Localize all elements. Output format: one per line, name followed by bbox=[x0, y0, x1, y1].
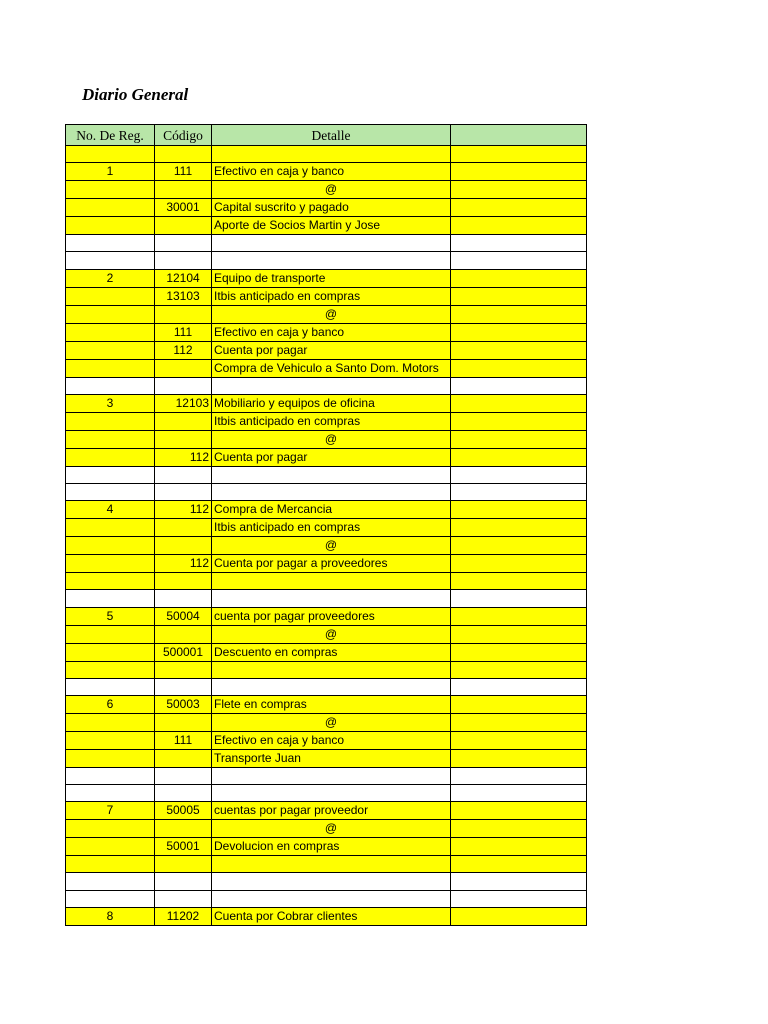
amount-cell bbox=[451, 785, 587, 802]
reg-number-cell bbox=[66, 377, 155, 394]
amount-cell bbox=[451, 573, 587, 590]
account-code-cell bbox=[155, 749, 212, 767]
table-row bbox=[66, 713, 587, 731]
reg-number-cell bbox=[66, 466, 155, 483]
detail-cell: @ bbox=[212, 625, 451, 643]
reg-number-cell bbox=[66, 590, 155, 607]
detail-cell bbox=[212, 873, 451, 890]
amount-cell bbox=[451, 607, 587, 625]
amount-cell bbox=[451, 412, 587, 430]
amount-cell bbox=[451, 749, 587, 767]
amount-cell bbox=[451, 643, 587, 661]
account-code-cell bbox=[155, 890, 212, 907]
table-row bbox=[66, 678, 587, 695]
reg-number-cell bbox=[66, 412, 155, 430]
account-code-cell: 11202 bbox=[155, 907, 212, 925]
account-code-cell: 30001 bbox=[155, 199, 212, 217]
table-row bbox=[66, 590, 587, 607]
detail-cell: Itbis anticipado en compras bbox=[212, 287, 451, 305]
account-code-cell: 112 bbox=[155, 555, 212, 573]
account-code-cell bbox=[155, 785, 212, 802]
reg-number-cell: 6 bbox=[66, 695, 155, 713]
amount-cell bbox=[451, 252, 587, 269]
reg-number-cell bbox=[66, 731, 155, 749]
detail-cell: Itbis anticipado en compras bbox=[212, 519, 451, 537]
reg-number-cell bbox=[66, 767, 155, 784]
account-code-cell: 112 bbox=[155, 448, 212, 466]
account-code-cell: 500001 bbox=[155, 643, 212, 661]
table-row bbox=[66, 802, 587, 820]
table-row bbox=[66, 625, 587, 643]
detail-cell: Efectivo en caja y banco bbox=[212, 163, 451, 181]
table-row bbox=[66, 323, 587, 341]
reg-number-cell bbox=[66, 537, 155, 555]
reg-number-cell bbox=[66, 838, 155, 856]
table-row bbox=[66, 661, 587, 678]
reg-number-cell bbox=[66, 448, 155, 466]
reg-number-cell: 3 bbox=[66, 394, 155, 412]
detail-cell: @ bbox=[212, 713, 451, 731]
reg-number-cell bbox=[66, 359, 155, 377]
amount-cell bbox=[451, 466, 587, 483]
table-row bbox=[66, 573, 587, 590]
reg-number-cell bbox=[66, 678, 155, 695]
amount-cell bbox=[451, 537, 587, 555]
detail-cell: Mobiliario y equipos de oficina bbox=[212, 394, 451, 412]
table-row bbox=[66, 785, 587, 802]
table-row bbox=[66, 873, 587, 890]
reg-number-cell bbox=[66, 785, 155, 802]
reg-number-cell bbox=[66, 430, 155, 448]
reg-number-cell: 1 bbox=[66, 163, 155, 181]
reg-number-cell: 2 bbox=[66, 269, 155, 287]
account-code-cell bbox=[155, 767, 212, 784]
detail-cell: Descuento en compras bbox=[212, 643, 451, 661]
amount-cell bbox=[451, 394, 587, 412]
detail-cell bbox=[212, 573, 451, 590]
detail-cell: Cuenta por Cobrar clientes bbox=[212, 907, 451, 925]
amount-cell bbox=[451, 678, 587, 695]
amount-cell bbox=[451, 661, 587, 678]
table-row bbox=[66, 856, 587, 873]
amount-cell bbox=[451, 305, 587, 323]
detail-cell bbox=[212, 483, 451, 500]
table-row bbox=[66, 235, 587, 252]
detail-cell: cuentas por pagar proveedor bbox=[212, 802, 451, 820]
table-row bbox=[66, 252, 587, 269]
amount-cell bbox=[451, 873, 587, 890]
detail-cell: Efectivo en caja y banco bbox=[212, 323, 451, 341]
account-code-cell bbox=[155, 181, 212, 199]
amount-cell bbox=[451, 802, 587, 820]
account-code-cell bbox=[155, 359, 212, 377]
account-code-cell bbox=[155, 519, 212, 537]
reg-number-cell bbox=[66, 341, 155, 359]
table-row bbox=[66, 394, 587, 412]
amount-cell bbox=[451, 181, 587, 199]
account-code-cell bbox=[155, 217, 212, 235]
table-row bbox=[66, 555, 587, 573]
detail-cell bbox=[212, 590, 451, 607]
amount-cell bbox=[451, 625, 587, 643]
account-code-cell bbox=[155, 252, 212, 269]
amount-cell bbox=[451, 287, 587, 305]
detail-cell: @ bbox=[212, 181, 451, 199]
amount-cell bbox=[451, 555, 587, 573]
amount-cell bbox=[451, 377, 587, 394]
amount-cell bbox=[451, 907, 587, 925]
account-code-cell bbox=[155, 377, 212, 394]
account-code-cell: 12104 bbox=[155, 269, 212, 287]
table-row bbox=[66, 537, 587, 555]
account-code-cell: 12103 bbox=[155, 394, 212, 412]
amount-cell bbox=[451, 323, 587, 341]
reg-number-cell bbox=[66, 305, 155, 323]
detail-cell bbox=[212, 767, 451, 784]
account-code-cell: 50001 bbox=[155, 838, 212, 856]
table-row bbox=[66, 731, 587, 749]
reg-number-cell: 4 bbox=[66, 501, 155, 519]
detail-cell: @ bbox=[212, 537, 451, 555]
amount-cell bbox=[451, 163, 587, 181]
detail-cell: cuenta por pagar proveedores bbox=[212, 607, 451, 625]
detail-cell bbox=[212, 890, 451, 907]
amount-cell bbox=[451, 359, 587, 377]
account-code-cell: 111 bbox=[155, 323, 212, 341]
reg-number-cell bbox=[66, 519, 155, 537]
account-code-cell bbox=[155, 625, 212, 643]
reg-number-cell bbox=[66, 483, 155, 500]
amount-cell bbox=[451, 713, 587, 731]
detail-cell bbox=[212, 785, 451, 802]
amount-cell bbox=[451, 590, 587, 607]
detail-cell: Itbis anticipado en compras bbox=[212, 412, 451, 430]
table-row bbox=[66, 749, 587, 767]
detail-cell: Compra de Vehiculo a Santo Dom. Motors bbox=[212, 359, 451, 377]
reg-number-cell: 7 bbox=[66, 802, 155, 820]
detail-cell: Transporte Juan bbox=[212, 749, 451, 767]
reg-number-cell: 5 bbox=[66, 607, 155, 625]
table-row bbox=[66, 305, 587, 323]
detail-cell: Aporte de Socios Martin y Jose bbox=[212, 217, 451, 235]
reg-number-cell bbox=[66, 749, 155, 767]
reg-number-cell bbox=[66, 217, 155, 235]
reg-number-cell bbox=[66, 323, 155, 341]
amount-cell bbox=[451, 519, 587, 537]
account-code-cell: 112 bbox=[155, 501, 212, 519]
reg-number-cell: 8 bbox=[66, 907, 155, 925]
table-row bbox=[66, 643, 587, 661]
detail-cell: Efectivo en caja y banco bbox=[212, 731, 451, 749]
detail-cell bbox=[212, 235, 451, 252]
reg-number-cell bbox=[66, 287, 155, 305]
amount-cell bbox=[451, 856, 587, 873]
detail-cell: Cuenta por pagar bbox=[212, 341, 451, 359]
reg-number-cell bbox=[66, 890, 155, 907]
table-row bbox=[66, 695, 587, 713]
amount-cell bbox=[451, 217, 587, 235]
account-code-cell: 111 bbox=[155, 163, 212, 181]
detail-cell: @ bbox=[212, 430, 451, 448]
amount-cell bbox=[451, 269, 587, 287]
detail-cell bbox=[212, 252, 451, 269]
table-row bbox=[66, 217, 587, 235]
amount-cell bbox=[451, 501, 587, 519]
header-extra bbox=[451, 125, 587, 146]
detail-cell: Equipo de transporte bbox=[212, 269, 451, 287]
table-row bbox=[66, 359, 587, 377]
table-row bbox=[66, 501, 587, 519]
reg-number-cell bbox=[66, 625, 155, 643]
reg-number-cell bbox=[66, 199, 155, 217]
page-title: Diario General bbox=[82, 85, 189, 104]
reg-number-cell bbox=[66, 235, 155, 252]
reg-number-cell bbox=[66, 661, 155, 678]
account-code-cell: 112 bbox=[155, 341, 212, 359]
amount-cell bbox=[451, 483, 587, 500]
reg-number-cell bbox=[66, 873, 155, 890]
table-row bbox=[66, 483, 587, 500]
table-row bbox=[66, 907, 587, 925]
detail-cell: Flete en compras bbox=[212, 695, 451, 713]
reg-number-cell bbox=[66, 643, 155, 661]
amount-cell bbox=[451, 341, 587, 359]
header-reg: No. De Reg. bbox=[66, 125, 155, 146]
detail-cell bbox=[212, 661, 451, 678]
detail-cell: Compra de Mercancia bbox=[212, 501, 451, 519]
account-code-cell: 50003 bbox=[155, 695, 212, 713]
detail-cell: Cuenta por pagar a proveedores bbox=[212, 555, 451, 573]
table-row bbox=[66, 767, 587, 784]
table-row bbox=[66, 890, 587, 907]
detail-cell: Cuenta por pagar bbox=[212, 448, 451, 466]
table-row bbox=[66, 269, 587, 287]
account-code-cell bbox=[155, 466, 212, 483]
table-row bbox=[66, 181, 587, 199]
table-row bbox=[66, 466, 587, 483]
amount-cell bbox=[451, 235, 587, 252]
amount-cell bbox=[451, 199, 587, 217]
account-code-cell bbox=[155, 873, 212, 890]
account-code-cell: 50005 bbox=[155, 802, 212, 820]
table-row bbox=[66, 519, 587, 537]
amount-cell bbox=[451, 695, 587, 713]
amount-cell bbox=[451, 430, 587, 448]
table-row bbox=[66, 430, 587, 448]
table-row bbox=[66, 341, 587, 359]
detail-cell: Devolucion en compras bbox=[212, 838, 451, 856]
account-code-cell: 50004 bbox=[155, 607, 212, 625]
journal-table bbox=[65, 124, 587, 926]
reg-number-cell bbox=[66, 820, 155, 838]
table-row bbox=[66, 287, 587, 305]
detail-cell: @ bbox=[212, 820, 451, 838]
table-row bbox=[66, 412, 587, 430]
account-code-cell bbox=[155, 483, 212, 500]
reg-number-cell bbox=[66, 713, 155, 731]
account-code-cell bbox=[155, 713, 212, 731]
account-code-cell bbox=[155, 430, 212, 448]
table-row bbox=[66, 838, 587, 856]
detail-cell bbox=[212, 377, 451, 394]
account-code-cell bbox=[155, 235, 212, 252]
reg-number-cell bbox=[66, 856, 155, 873]
table-row bbox=[66, 448, 587, 466]
amount-cell bbox=[451, 146, 587, 163]
header-code: Código bbox=[155, 125, 212, 146]
account-code-cell: 13103 bbox=[155, 287, 212, 305]
table-row bbox=[66, 163, 587, 181]
account-code-cell: 111 bbox=[155, 731, 212, 749]
amount-cell bbox=[451, 838, 587, 856]
amount-cell bbox=[451, 820, 587, 838]
reg-number-cell bbox=[66, 181, 155, 199]
reg-number-cell bbox=[66, 252, 155, 269]
amount-cell bbox=[451, 890, 587, 907]
table-row bbox=[66, 607, 587, 625]
detail-cell bbox=[212, 856, 451, 873]
table-row bbox=[66, 377, 587, 394]
detail-cell bbox=[212, 466, 451, 483]
reg-number-cell bbox=[66, 146, 155, 163]
amount-cell bbox=[451, 448, 587, 466]
account-code-cell bbox=[155, 661, 212, 678]
table-row bbox=[66, 820, 587, 838]
detail-cell bbox=[212, 678, 451, 695]
account-code-cell bbox=[155, 856, 212, 873]
detail-cell: Capital suscrito y pagado bbox=[212, 199, 451, 217]
table-row bbox=[66, 146, 587, 163]
reg-number-cell bbox=[66, 555, 155, 573]
reg-number-cell bbox=[66, 573, 155, 590]
account-code-cell bbox=[155, 537, 212, 555]
amount-cell bbox=[451, 731, 587, 749]
account-code-cell bbox=[155, 678, 212, 695]
account-code-cell bbox=[155, 412, 212, 430]
account-code-cell bbox=[155, 590, 212, 607]
detail-cell bbox=[212, 146, 451, 163]
header-row bbox=[66, 125, 587, 146]
header-detail: Detalle bbox=[212, 125, 451, 146]
account-code-cell bbox=[155, 305, 212, 323]
detail-cell: @ bbox=[212, 305, 451, 323]
account-code-cell bbox=[155, 573, 212, 590]
account-code-cell bbox=[155, 146, 212, 163]
table-row bbox=[66, 199, 587, 217]
account-code-cell bbox=[155, 820, 212, 838]
amount-cell bbox=[451, 767, 587, 784]
